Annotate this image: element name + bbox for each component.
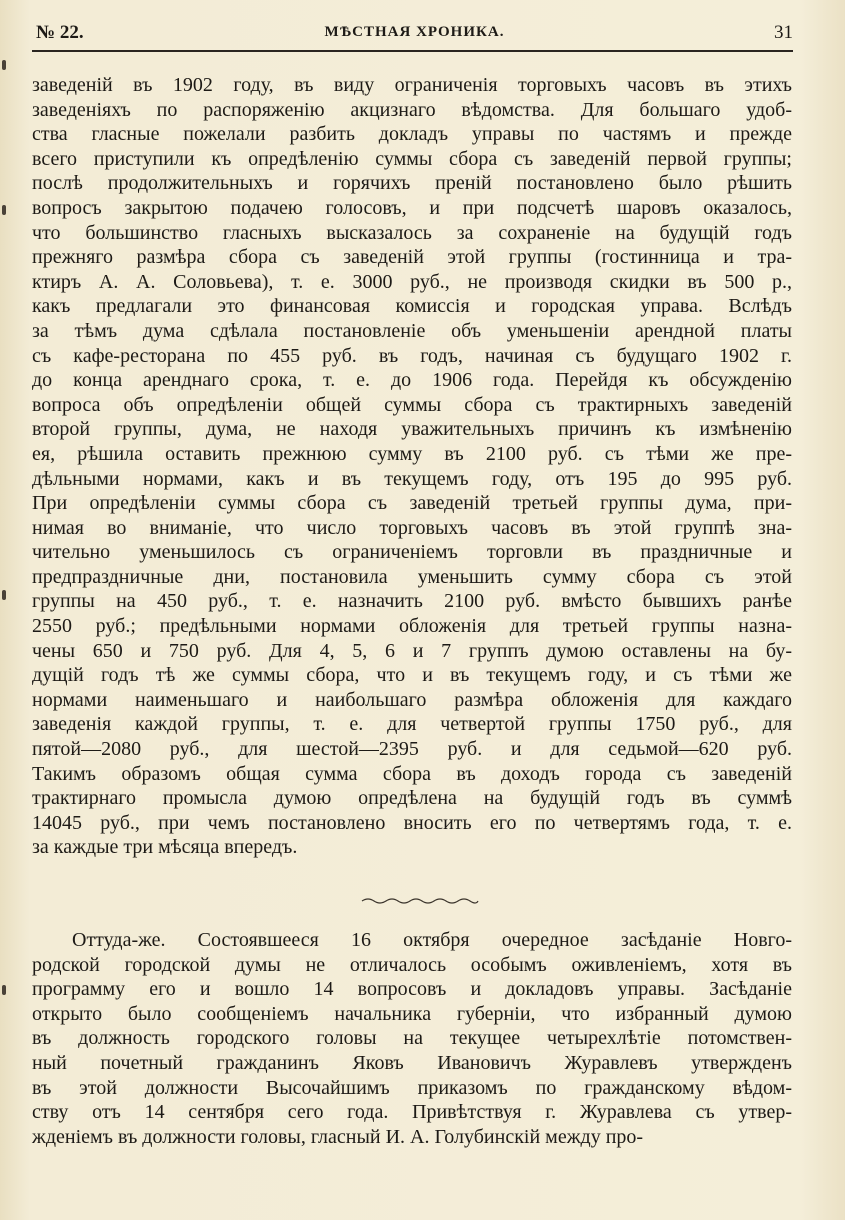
text-line: ству отъ 14 сентября сего года. Привѣтствуя г. Журавлева съ утвер- xyxy=(32,1101,792,1124)
paragraph-1 xyxy=(32,73,792,860)
text-line: Оттуда-же. Состоявшееся 16 октября очередное засѣданіе Новго- xyxy=(72,929,792,951)
text-line: съ кафе-ресторана по 455 руб. въ годъ, начиная съ будущаго 1902 г. xyxy=(32,344,792,367)
text-line: 2550 руб.; предѣльными нормами обложенія для третьей группы назна- xyxy=(32,615,792,638)
text-line: что большинство гласныхъ высказалось за сохраненіе на будущій годъ xyxy=(32,221,792,244)
text-line: заведеніяхъ по распоряженію акцизнаго вѣдомства. Для большаго удоб- xyxy=(32,98,792,121)
text-line: ктиръ А. А. Соловьева), т. е. 3000 руб., не производя скидки въ 500 р., xyxy=(32,270,792,293)
text-line: дущій годъ тѣ же суммы сбора, что и въ текущемъ году, и съ тѣми же xyxy=(32,664,792,687)
text-line: какъ предлагали это финансовая комиссія и городская управа. Вслѣдъ xyxy=(32,295,792,318)
page-header xyxy=(36,22,793,50)
text-line: вопросъ закрытою подачею голосовъ, и при подсчетѣ шаровъ оказалось, xyxy=(32,196,792,219)
paragraph-2 xyxy=(32,928,792,1149)
text-line: При опредѣленіи суммы сбора съ заведеній третьей группы дума, при- xyxy=(32,492,792,515)
margin-mark xyxy=(2,985,6,995)
section-title: МѢСТНАЯ ХРОНИКА. xyxy=(324,24,505,40)
text-line: за тѣмъ дума сдѣлала постановленіе объ уменьшеніи арендной платы xyxy=(32,319,792,342)
text-line: открыто было сообщеніемъ начальника губерніи, что избранный думою xyxy=(32,1002,792,1025)
text-line: вопроса объ опредѣленіи общей суммы сбора съ трактирныхъ заведеній xyxy=(32,393,792,416)
text-line: прежняго размѣра сбора съ заведеній этой группы (гостинница и тра- xyxy=(32,246,792,269)
text-line: всего приступили къ опредѣленію суммы сбора съ заведеній первой группы; xyxy=(32,147,792,170)
text-line: жденіемъ въ должности головы, гласный И. А. Голубинскій между про- xyxy=(32,1125,644,1148)
text-line: ный почетный гражданинъ Яковъ Ивановичъ Журавлевъ утвержденъ xyxy=(32,1051,792,1074)
text-line: ея, рѣшила оставить прежнюю сумму въ 2100 руб. съ тѣми же пре- xyxy=(32,442,792,465)
text-line: послѣ продолжительныхъ и горячихъ преній постановлено было рѣшить xyxy=(32,172,792,195)
text-line: программу его и вошло 14 вопросовъ и докладовъ управы. Засѣданіе xyxy=(32,978,792,1001)
text-line: ства гласные пожелали разбить докладъ управы по частямъ и прежде xyxy=(32,123,792,146)
margin-mark xyxy=(2,205,6,215)
text-line: пятой—2080 руб., для шестой—2395 руб. и для седьмой—620 руб. xyxy=(32,738,792,761)
text-line: предпраздничные дни, постановила уменьшить сумму сбора съ этой xyxy=(32,565,792,588)
issue-number: № 22. xyxy=(36,22,84,43)
text-line: трактирнаго промысла думою опредѣлена на будущій годъ въ суммѣ xyxy=(32,787,792,810)
text-line: въ этой должности Высочайшимъ приказомъ по гражданскому вѣдом- xyxy=(32,1076,792,1099)
header-rule xyxy=(32,50,793,52)
text-line: 14045 руб., при чемъ постановлено вносить его по четвертямъ года, т. е. xyxy=(32,811,792,834)
text-line: нимая во вниманіе, что число торговыхъ часовъ въ этой группѣ зна- xyxy=(32,516,792,539)
section-divider xyxy=(360,897,480,905)
text-line: въ должность городского головы на текущее четырехлѣтіе потомствен- xyxy=(32,1027,792,1050)
text-line: заведенія каждой группы, т. е. для четвертой группы 1750 руб., для xyxy=(32,713,792,736)
page-number: 31 xyxy=(774,22,793,43)
text-line: дѣльными нормами, какъ и въ текущемъ году, отъ 195 до 995 руб. xyxy=(32,467,792,490)
text-line: чены 650 и 750 руб. Для 4, 5, 6 и 7 группъ думою оставлены на бу- xyxy=(32,639,792,662)
text-line: родской городской думы не отличалось особымъ оживленіемъ, хотя въ xyxy=(32,953,792,976)
text-line: чительно уменьшилось съ ограниченіемъ торговли въ праздничные и xyxy=(32,541,792,564)
text-line: нормами наименьшаго и наибольшаго размѣра обложенія для каждаго xyxy=(32,688,792,711)
text-line: Такимъ образомъ общая сумма сбора въ доходъ города съ заведеній xyxy=(32,762,792,785)
text-line: второй группы, дума, не находя уважительныхъ причинъ къ измѣненію xyxy=(32,418,792,441)
margin-mark xyxy=(2,590,6,600)
text-line: до конца аренднаго срока, т. е. до 1906 года. Перейдя къ обсужденію xyxy=(32,369,792,392)
text-line: заведеній въ 1902 году, въ виду ограниченія торговыхъ часовъ въ этихъ xyxy=(32,74,792,96)
margin-mark xyxy=(2,60,6,70)
text-line: за каждые три мѣсяца впередъ. xyxy=(32,836,298,859)
text-line: группы на 450 руб., т. е. назначить 2100 руб. вмѣсто бывшихъ ранѣе xyxy=(32,590,792,613)
